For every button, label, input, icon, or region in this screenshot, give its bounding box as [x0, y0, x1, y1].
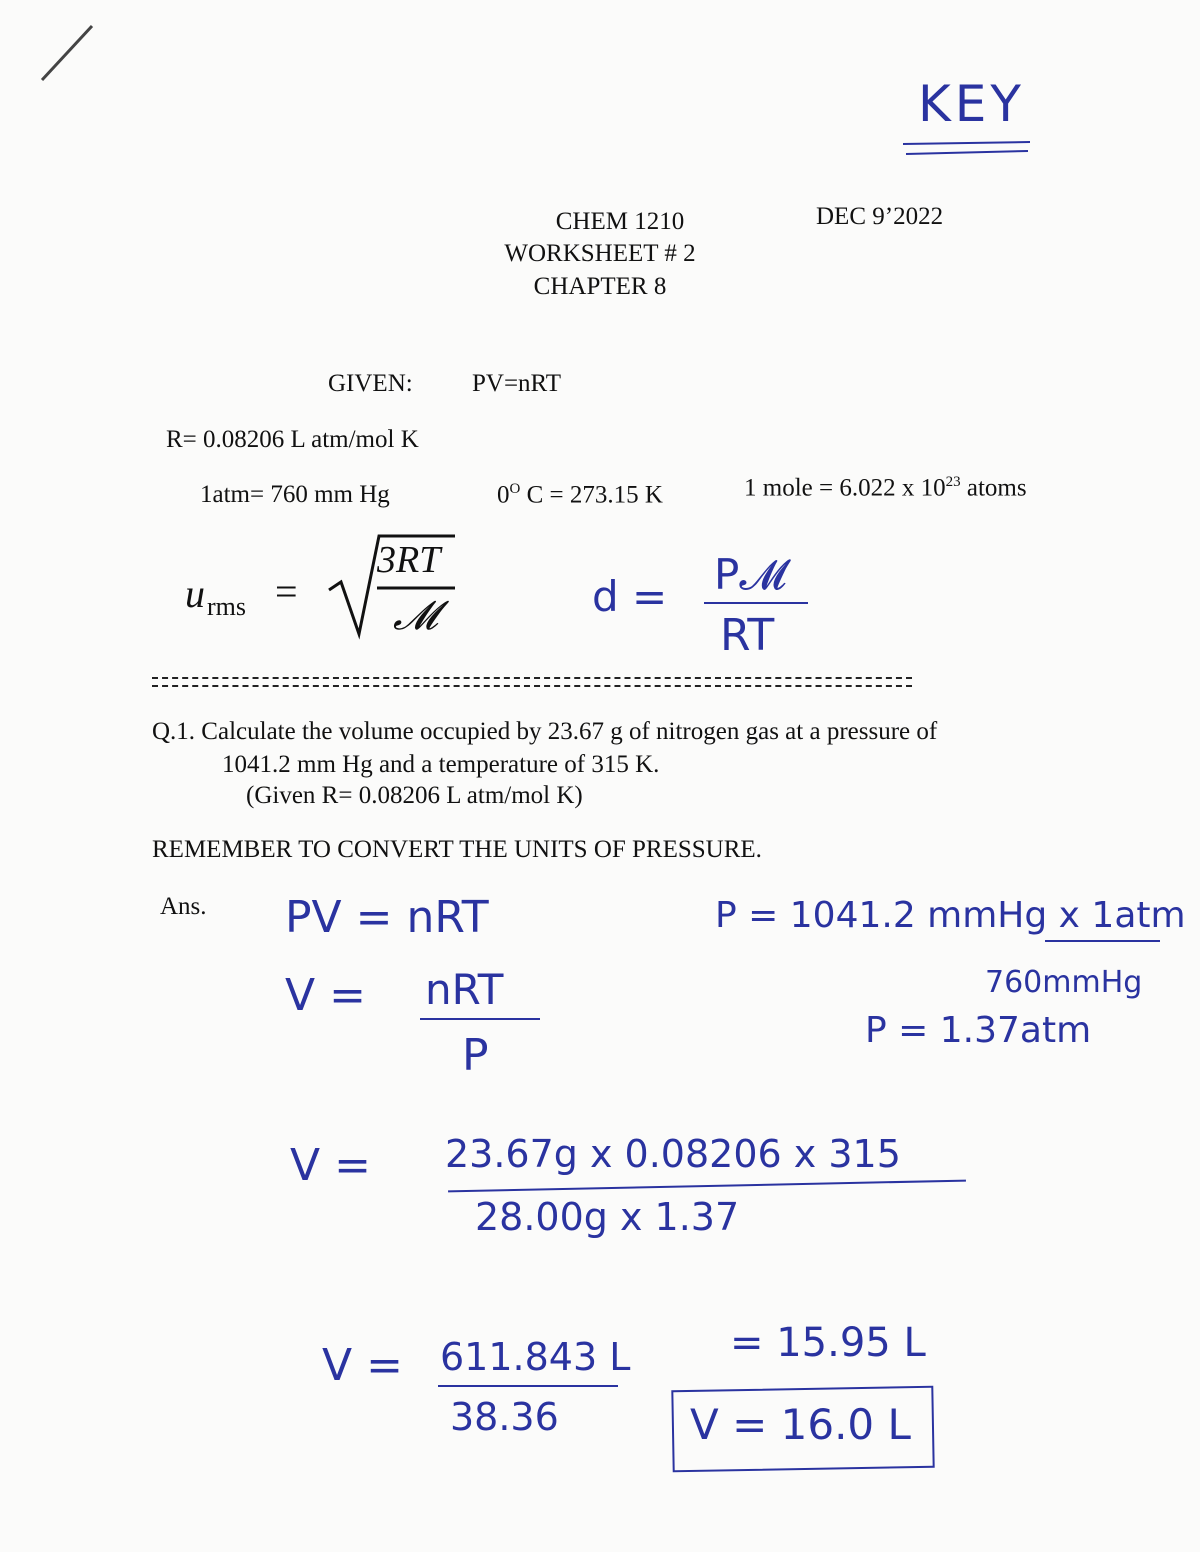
- answer-eq4-lhs: V =: [322, 1340, 403, 1391]
- answer-eq3-denominator: 28.00g x 1.37: [475, 1195, 740, 1239]
- answer-eq4-fraction-bar: [438, 1385, 618, 1387]
- corner-pen-mark: [40, 20, 100, 90]
- question-line-2: 1041.2 mm Hg and a temperature of 315 K.: [222, 751, 660, 778]
- question-line-1: Q.1. Calculate the volume occupied by 23.67 g of nitrogen gas at a pressure of: [152, 718, 938, 745]
- answer-eq3-lhs: V =: [290, 1140, 371, 1191]
- zero-c-prefix: 0: [497, 481, 510, 509]
- answer-eq-ideal-gas: PV = nRT: [285, 892, 489, 943]
- answer-eq4-result: = 15.95 L: [730, 1320, 926, 1366]
- gas-constant: R= 0.08206 L atm/mol K: [166, 426, 419, 453]
- density-lhs: d =: [592, 572, 668, 621]
- ideal-gas-equation: PV=nRT: [472, 370, 562, 397]
- question-line-3: (Given R= 0.08206 L atm/mol K): [246, 782, 583, 809]
- zero-c-sup: O: [509, 481, 521, 497]
- mole-exponent: 23: [945, 474, 961, 490]
- answer-eq2-fraction-bar: [420, 1018, 540, 1020]
- unit-reminder: REMEMBER TO CONVERT THE UNITS OF PRESSURE.: [152, 836, 762, 863]
- zero-c-rest: C = 273.15 K: [520, 481, 663, 509]
- urms-symbol: u: [185, 571, 205, 616]
- course-title: CHEM 1210: [555, 208, 685, 235]
- pressure-conversion: P = 1041.2 mmHg x 1atm: [715, 895, 1186, 936]
- answer-eq2-lhs: V =: [285, 970, 366, 1021]
- density-numerator: P𝓜: [714, 550, 787, 599]
- urms-equals: =: [275, 569, 298, 614]
- urms-subscript: rms: [207, 592, 246, 621]
- urms-formula: [185, 530, 475, 650]
- avogadro-number: [744, 474, 1027, 502]
- divider-top: [152, 677, 912, 679]
- divider-bottom: [152, 685, 912, 687]
- pressure-result: P = 1.37atm: [865, 1010, 1092, 1051]
- answer-eq4-numerator: 611.843 L: [440, 1335, 631, 1379]
- chapter-title: CHAPTER 8: [533, 273, 667, 300]
- given-label: GIVEN:: [328, 370, 413, 397]
- answer-eq2-denominator: P: [462, 1030, 489, 1081]
- pressure-denominator: 760mmHg: [985, 965, 1143, 1000]
- mole-suffix: atoms: [960, 474, 1027, 502]
- urms-numerator: 3RT: [377, 539, 441, 581]
- date-label: DEC 9’2022: [816, 203, 944, 230]
- zero-celsius-conversion: [497, 481, 663, 509]
- answer-eq3-numerator: 23.67g x 0.08206 x 315: [445, 1132, 901, 1176]
- atm-conversion: 1atm= 760 mm Hg: [200, 481, 390, 508]
- worksheet-title: WORKSHEET # 2: [504, 240, 696, 267]
- urms-denominator: 𝓜: [393, 593, 438, 638]
- key-label: KEY: [918, 75, 1025, 133]
- density-fraction-bar: [704, 602, 808, 604]
- answer-eq2-numerator: nRT: [425, 965, 504, 1014]
- mole-prefix: 1 mole = 6.022 x 10: [744, 474, 946, 502]
- answer-eq3-fraction-bar: [448, 1180, 966, 1193]
- answer-eq4-denominator: 38.36: [450, 1395, 559, 1439]
- key-underline: [900, 140, 1035, 165]
- density-denominator: RT: [720, 610, 775, 661]
- final-answer: V = 16.0 L: [690, 1400, 911, 1449]
- answer-label: Ans.: [160, 893, 207, 920]
- pressure-fraction-bar: [1045, 940, 1160, 942]
